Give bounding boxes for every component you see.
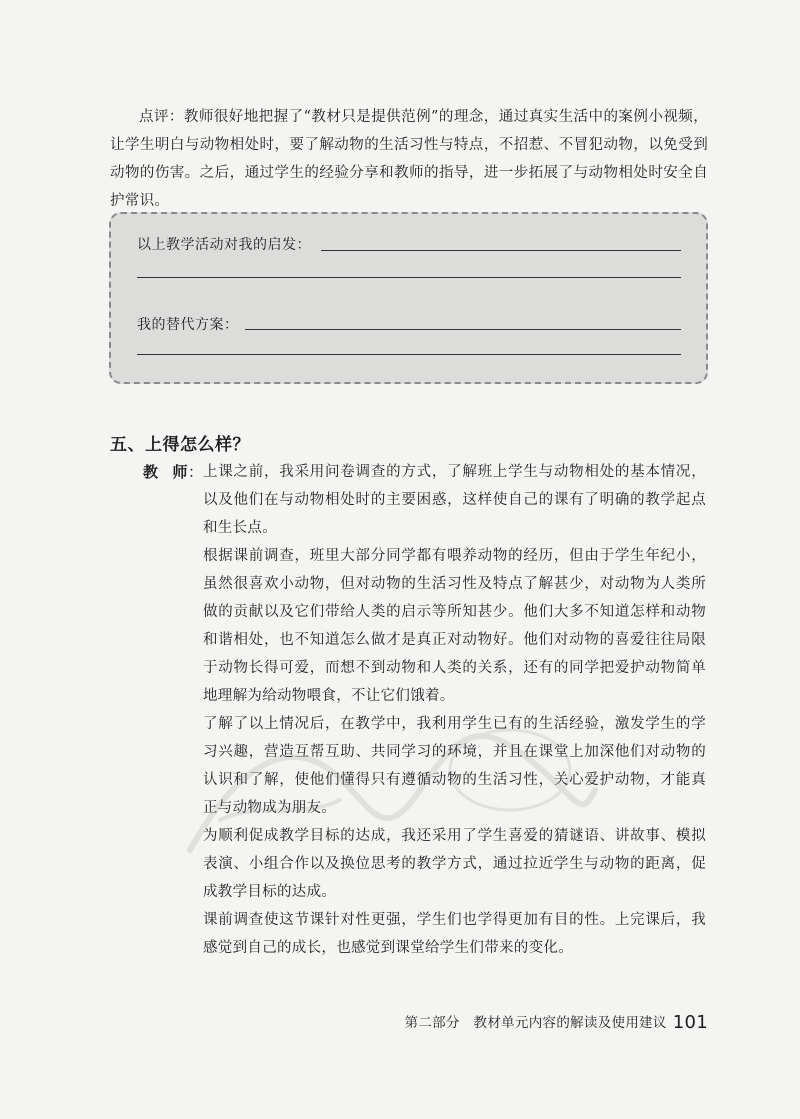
comment-text: 教师很好地把握了“教材只是提供范例”的理念，通过真实生活中的案例小视频，让学生明白与动物相处时，要了解动物的生活习性与特点，不招惹、不冒犯动物，以免受到动物的伤害。之后，通过学生的经验分享和教师的指导，进一步拓展了与动物相处时安全自护常识。 xyxy=(110,109,708,209)
reflection-paragraph: 上课之前，我采用问卷调查的方式，了解班上学生与动物相处的基本情况，以及他们在与动物相处时的主要困惑，这样使自己的课有了明确的教学起点和生长点。 xyxy=(203,464,706,536)
reflection-paragraph: 课前调查使这节课针对性更强，学生们也学得更加有目的性。上完课后，我感觉到自己的成长，也感觉到课堂给学生们带来的变化。 xyxy=(203,912,706,956)
speaker-first-char: 教 xyxy=(143,463,159,481)
footer-section-title: 第二部分 教材单元内容的解读及使用建议 xyxy=(404,1015,667,1031)
reflection-box xyxy=(109,212,708,384)
comment-label: 点评： xyxy=(139,109,184,125)
speaker-label xyxy=(143,461,204,482)
section-heading: 五、上得怎么样？ xyxy=(110,435,250,455)
alternative-field-line-2[interactable] xyxy=(137,354,681,355)
reflection-paragraph: 为顺利促成教学目标的达成，我还采用了学生喜爱的猜谜语、讲故事、模拟表演、小组合作以及换位思考的教学方式，通过拉近学生与动物的距离，促成教学目标的达成。 xyxy=(203,828,706,900)
reflection-paragraph: 根据课前调查，班里大部分同学都有喂养动物的经历，但由于学生年纪小，虽然很喜欢小动物，但对动物的生活习性及特点了解甚少，对动物为人类所做的贡献以及它们带给人类的启示等所知甚少。他们大多不知道怎样和动物和谐相处，也不知道怎么做才是真正对动物好。他们对动物的喜爱往往局限于动物长得可爱，而想不到动物和人类的关系，还有的同学把爱护动物简单地理解为给动物喂食，不让它们饿着。 xyxy=(203,548,706,704)
inspiration-field-line-2[interactable] xyxy=(137,277,681,278)
inspiration-label: 以上教学活动对我的启发： xyxy=(137,237,311,253)
alternative-label: 我的替代方案： xyxy=(137,317,239,333)
page-number: 101 xyxy=(672,1012,708,1033)
reflection-paragraph: 了解了以上情况后，在教学中，我利用学生已有的生活经验，激发学生的学习兴趣，营造互帮互助、共同学习的环境，并且在课堂上加深他们对动物的认识和了解，使他们懂得只有遵循动物的生活习性，关心爱护动物，才能真正与动物成为朋友。 xyxy=(203,716,706,816)
inspiration-field[interactable] xyxy=(321,250,681,251)
comment-paragraph xyxy=(110,103,708,215)
speaker-colon: ： xyxy=(188,463,204,481)
alternative-field[interactable] xyxy=(245,329,681,330)
speaker-second-char: 师 xyxy=(172,463,189,481)
teacher-reflection xyxy=(203,458,706,962)
page-footer xyxy=(405,1011,708,1033)
